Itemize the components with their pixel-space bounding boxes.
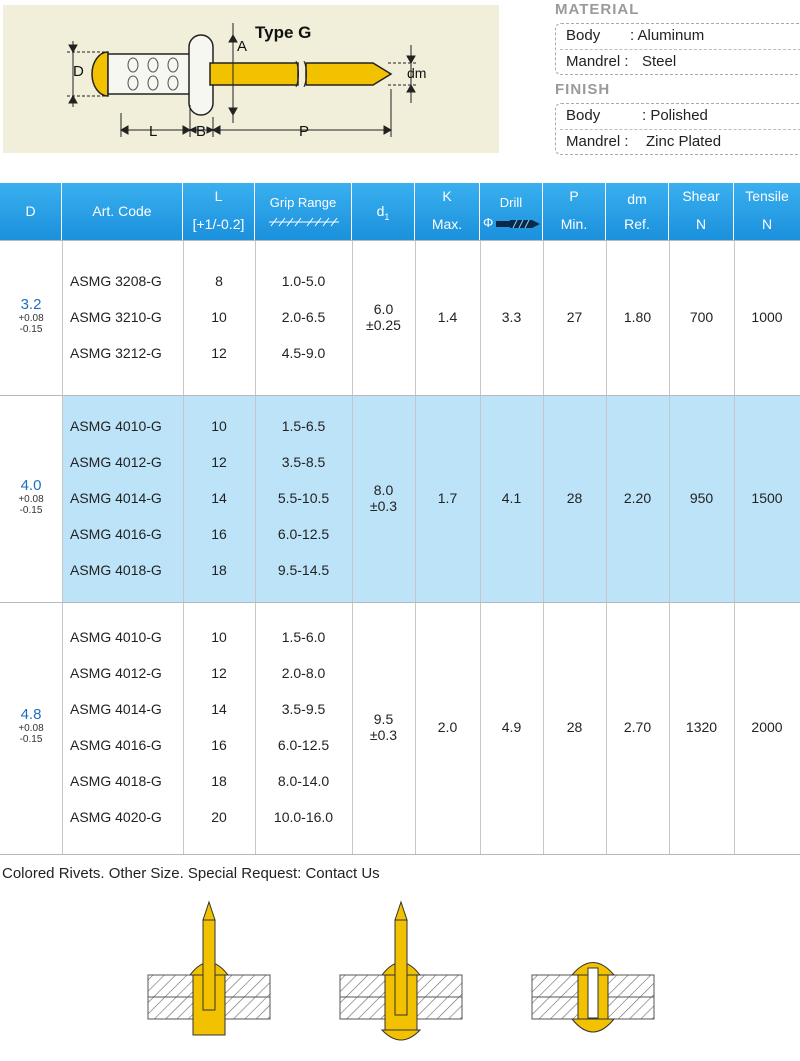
length-value: 20: [211, 809, 227, 825]
drill-value: 4.9: [501, 719, 522, 735]
art-code: ASMG 3210-G: [70, 308, 162, 325]
finish-body-value: : Polished: [642, 107, 708, 124]
rivet-stage-3: [532, 963, 654, 1033]
material-body-row: [566, 27, 705, 44]
rivet-diagram: [3, 5, 499, 153]
art-code: ASMG 4012-G: [70, 665, 162, 681]
rivet-stage-1: [148, 902, 270, 1035]
size-group: [0, 395, 800, 602]
finish-mandrel-row: [566, 133, 722, 150]
header-grip-label: Grip Range: [269, 195, 337, 210]
rivet-setting-illustration: [0, 890, 800, 1061]
header-d1-text: d: [376, 203, 385, 219]
grip-range-value: 9.5-14.5: [277, 561, 330, 578]
art-code: ASMG 4014-G: [70, 489, 162, 506]
length-value: 16: [211, 525, 227, 542]
material-mandrel-value: Steel: [642, 53, 677, 70]
tensile-value: 1000: [751, 308, 783, 325]
art-code: ASMG 4010-G: [70, 417, 162, 434]
finish-box: [555, 103, 800, 155]
diameter-tol-plus: +0.08: [18, 493, 44, 505]
header-d-label: D: [25, 203, 36, 219]
header-tensile-top: Tensile: [745, 188, 789, 204]
finish-mandrel-label: Mandrel :: [566, 133, 629, 150]
mandrel-diameter-value: 2.20: [623, 489, 652, 506]
tensile-value: 2000: [751, 719, 783, 735]
header-d: [0, 183, 62, 240]
length-value: 12: [211, 665, 227, 681]
grip-range-value: 3.5-8.5: [281, 453, 326, 470]
head-diameter-nominal: 8.0: [373, 481, 394, 498]
column-divider: [62, 395, 63, 602]
shear-value: 950: [689, 489, 714, 506]
length-value: 12: [211, 344, 227, 361]
mandrel-diameter-value: 2.70: [623, 719, 652, 735]
header-l: [183, 183, 255, 240]
mandrel-length-value: 28: [566, 719, 583, 735]
header-drill-phi: Φ: [483, 215, 494, 230]
art-code: ASMG 4016-G: [70, 525, 162, 542]
type-title: Type G: [255, 23, 312, 42]
grip-range-icon: [269, 216, 339, 228]
diameter-nominal: 3.2: [20, 295, 42, 313]
grip-range-value: 6.0-12.5: [277, 737, 330, 753]
diameter-tol-minus: -0.15: [19, 504, 43, 516]
header-l-bottom: [+1/-0.2]: [192, 216, 245, 232]
art-code: ASMG 3212-G: [70, 344, 162, 361]
header-dm-top: dm: [627, 191, 647, 207]
grip-range-value: 4.5-9.0: [281, 344, 326, 361]
finish-mandrel-value: Zinc Plated: [646, 133, 722, 150]
header-l-top: L: [214, 188, 223, 204]
head-diameter-nominal: 9.5: [373, 711, 394, 727]
art-code: ASMG 4014-G: [70, 701, 162, 717]
art-code: ASMG 4020-G: [70, 809, 162, 825]
header-art-code: [62, 183, 183, 240]
mandrel-length-value: 28: [566, 489, 583, 506]
header-d1-sub: 1: [384, 211, 390, 222]
row-separator: [0, 854, 800, 855]
label-b: B: [196, 123, 207, 140]
finish-title: FINISH: [555, 81, 611, 98]
size-group: [0, 602, 800, 854]
art-code: ASMG 3208-G: [70, 272, 162, 289]
size-group: [0, 240, 800, 395]
material-divider: [560, 49, 800, 50]
material-body-label: Body: [566, 27, 601, 44]
head-diameter-value: [352, 482, 415, 514]
tensile-value: 1500: [751, 489, 783, 506]
grip-range-value: 8.0-14.0: [277, 773, 330, 789]
header-drill-label: Drill: [499, 195, 523, 210]
head-height-value: 1.7: [437, 489, 458, 506]
rivet-stage-2: [340, 902, 462, 1040]
grip-range-value: 2.0-6.5: [281, 308, 326, 325]
grip-range-value: 5.5-10.5: [277, 489, 330, 506]
diameter-tol-minus: -0.15: [19, 323, 43, 335]
label-p: P: [299, 123, 310, 140]
header-drill: [480, 183, 543, 240]
header-p-top: P: [569, 188, 579, 204]
drill-bit-icon: [496, 219, 540, 229]
header-d1: [352, 183, 415, 240]
material-body-value: : Aluminum: [630, 27, 705, 44]
material-mandrel-row: [566, 53, 677, 70]
length-value: 10: [211, 629, 227, 645]
length-value: 16: [211, 737, 227, 753]
diameter-tol-plus: +0.08: [18, 312, 44, 324]
material-title: MATERIAL: [555, 1, 640, 18]
diameter-tol-plus: +0.08: [18, 723, 44, 734]
header-dm: [606, 183, 669, 240]
material-box: [555, 23, 800, 75]
row-separator: [0, 395, 800, 396]
material-mandrel-label: Mandrel :: [566, 53, 629, 70]
diameter-value: [0, 477, 62, 516]
grip-range-value: 1.5-6.0: [281, 629, 326, 645]
label-d: D: [73, 63, 84, 80]
spec-table: [0, 183, 800, 855]
finish-divider: [560, 129, 800, 130]
length-value: 14: [211, 489, 227, 506]
grip-range-value: 3.5-9.5: [281, 701, 326, 717]
header-d1-label: [352, 203, 414, 222]
length-value: 8: [215, 272, 223, 289]
head-diameter-tolerance: ±0.25: [366, 316, 401, 333]
length-value: 18: [211, 773, 227, 789]
art-code: ASMG 4016-G: [70, 737, 162, 753]
length-value: 10: [211, 308, 227, 325]
head-diameter-tolerance: ±0.3: [369, 727, 398, 743]
head-height-value: 2.0: [437, 719, 458, 735]
diameter-value: [0, 296, 62, 335]
header-art-code-label: Art. Code: [92, 203, 152, 219]
header-shear: [669, 183, 734, 240]
head-diameter-tolerance: ±0.3: [369, 497, 398, 514]
shear-value: 700: [689, 308, 714, 325]
header-p-bottom: Min.: [560, 216, 588, 232]
length-value: 14: [211, 701, 227, 717]
finish-body-label: Body: [566, 107, 601, 124]
header-tensile: [734, 183, 800, 240]
grip-range-value: 1.0-5.0: [281, 272, 326, 289]
diameter-nominal: 4.8: [20, 706, 42, 723]
header-shear-top: Shear: [682, 188, 720, 204]
diameter-tol-minus: -0.15: [19, 734, 43, 745]
length-value: 18: [211, 561, 227, 578]
grip-range-value: 6.0-12.5: [277, 525, 330, 542]
row-separator: [0, 240, 800, 241]
head-diameter-value: [352, 711, 415, 743]
header-k: [415, 183, 480, 240]
shear-value: 1320: [685, 719, 718, 735]
drill-value: 3.3: [501, 308, 522, 325]
column-divider: [62, 240, 63, 395]
finish-body-row: [566, 107, 708, 124]
head-diameter-value: [352, 301, 415, 333]
header-tensile-bottom: N: [761, 216, 773, 232]
grip-range-value: 2.0-8.0: [281, 665, 326, 681]
label-l: L: [149, 123, 158, 140]
head-diameter-nominal: 6.0: [373, 300, 394, 317]
header-dm-bottom: Ref.: [624, 216, 650, 232]
diameter-value: [0, 706, 62, 745]
label-a: A: [237, 38, 248, 55]
header-grip: [255, 183, 352, 240]
drill-value: 4.1: [501, 489, 522, 506]
grip-range-value: 1.5-6.5: [281, 417, 326, 434]
mandrel-length-value: 27: [566, 308, 583, 325]
length-value: 10: [211, 417, 227, 434]
row-separator: [0, 602, 800, 603]
art-code: ASMG 4018-G: [70, 773, 162, 789]
header-k-top: K: [442, 188, 452, 204]
header-shear-bottom: N: [695, 216, 707, 232]
art-code: ASMG 4010-G: [70, 629, 162, 645]
column-divider: [62, 602, 63, 854]
label-dm: dm: [407, 65, 427, 81]
art-code: ASMG 4012-G: [70, 453, 162, 470]
diameter-nominal: 4.0: [20, 476, 42, 494]
header-p: [543, 183, 606, 240]
footnote: Colored Rivets. Other Size. Special Request: Contact Us: [2, 865, 380, 882]
header-k-bottom: Max.: [431, 216, 463, 232]
art-code: ASMG 4018-G: [70, 561, 162, 578]
grip-range-value: 10.0-16.0: [273, 809, 334, 825]
length-value: 12: [211, 453, 227, 470]
mandrel-diameter-value: 1.80: [623, 308, 652, 325]
head-height-value: 1.4: [437, 308, 458, 325]
